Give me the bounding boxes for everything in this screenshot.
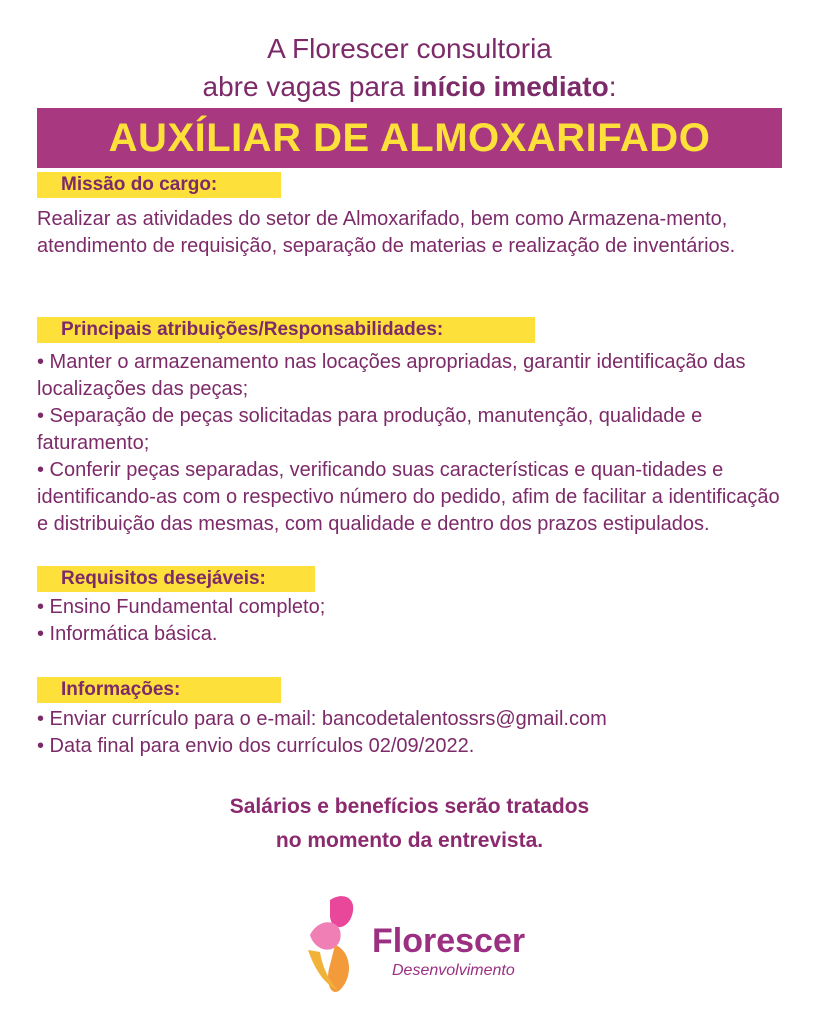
list-item: • Informática básica. [37,623,218,645]
closing-line-2: no momento da entrevista. [275,829,544,852]
job-title-banner [37,108,782,168]
intro-line-2-bold: início imediato [412,71,609,102]
section-list-informacoes [37,706,797,760]
list-item: • Ensino Fundamental completo; [37,596,326,618]
list-item: • Data final para envio dos currículos 02/09/2022. [37,735,475,757]
list-item: • Manter o armazenamento nas locações apropriadas, garantir identificação das localizações das peças; [37,351,746,400]
section-text-missao: Realizar as atividades do setor de Almoxarifado, bem como Armazena-mento, atendimento de requisição, separação de materias e realização de inventários. [37,208,736,257]
closing-line-1: Salários e benefícios serão tratados [229,795,590,818]
closing-note [0,790,819,858]
list-item: • Conferir peças separadas, verificando suas características e quan-tidades e identificando-as com o respectivo número do pedido, afim de facilitar a identificação e distribuição das mesmas, com qualidade e dentro dos prazos estipulados. [37,459,780,535]
logo-subtitle: Desenvolvimento [392,962,515,979]
section-list-requisitos [37,594,797,648]
intro-line-2-prefix: abre vagas para [202,71,413,102]
section-label-requisitos: Requisitos desejáveis: [37,566,315,592]
job-title: AUXÍLIAR DE ALMOXARIFADO [108,116,711,160]
intro-line-2 [0,68,819,106]
intro-line-1: A Florescer consultoria [267,33,552,64]
section-label-informacoes: Informações: [37,677,281,703]
logo-name: Florescer [372,922,526,960]
section-label-missao: Missão do cargo: [37,172,281,198]
list-item: • Enviar currículo para o e-mail: bancodetalentossrs@gmail.com [37,708,607,730]
flower-icon [300,890,380,1000]
list-item: • Separação de peças solicitadas para produção, manutenção, qualidade e faturamento; [37,405,703,454]
section-label-atribuicoes: Principais atribuições/Responsabilidades: [37,317,535,343]
intro-line-2-suffix: : [608,71,617,102]
florescer-logo [300,890,540,1000]
intro-heading [0,30,819,106]
section-list-atribuicoes [37,349,782,538]
